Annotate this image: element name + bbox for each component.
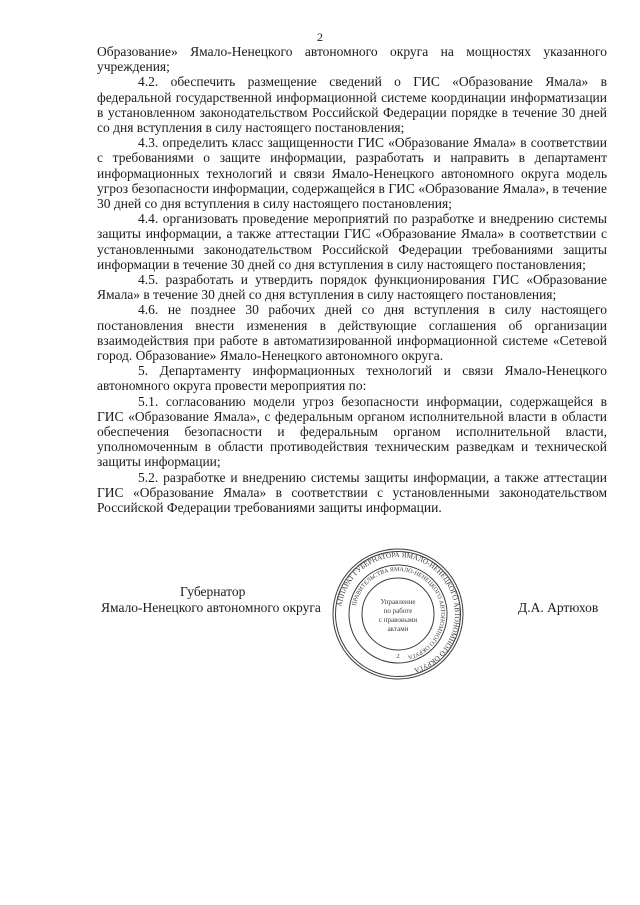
signatory-organization: Ямало-Ненецкого автономного округа <box>101 600 321 615</box>
signature-block <box>0 550 640 688</box>
page-number: 2 <box>317 30 323 44</box>
paragraph-4-4: 4.4. организовать проведение мероприятий по разработке и внедрению системы защиты информации, а также аттестации ГИС «Образование Ямала» в соответствии с установленными законодательством Российской Федерации требованиями защиты информации в течение 30 дней со дня вступления в силу настоящего постановления; <box>97 211 607 272</box>
paragraph-4-6: 4.6. не позднее 30 рабочих дней со дня вступления в силу настоящего постановления внести изменения в действующие соглашения об организации взаимодействия при работе в автоматизированной информационной системе «Сетевой город. Образование» Ямало-Ненецкого автономного округа. <box>97 302 607 364</box>
paragraph-continuation: Образование» Ямало-Ненецкого автономного округа на мощностях указанного учреждения; <box>97 44 607 75</box>
stamp-center-line-2: по работе <box>383 607 413 615</box>
document-body <box>97 44 607 515</box>
stamp-number: 2 <box>396 653 400 660</box>
signatory-title: Губернатор <box>180 584 246 599</box>
signatory-name: Д.А. Артюхов <box>518 600 599 615</box>
paragraph-5: 5. Департаменту информационных технологий и связи Ямало-Ненецкого автономного округа провести мероприятия по: <box>97 363 607 394</box>
paragraph-4-5: 4.5. разработать и утвердить порядок функционирования ГИС «Образование Ямала» в течение 30 дней со дня вступления в силу настоящего постановления; <box>97 272 607 303</box>
stamp-center-line-4: актами <box>387 625 409 633</box>
stamp-center-line-3: с правовыми <box>378 616 418 624</box>
paragraph-5-1: 5.1. согласованию модели угроз безопасности информации, содержащейся в ГИС «Образование Ямала», с федеральным органом исполнительной власти в области обеспечения безопасности и федеральным органом исполнительной власти, уполномоченным в области противодействия техническим разведкам и технической защиты информации; <box>97 393 607 470</box>
paragraph-4-3: 4.3. определить класс защищенности ГИС «Образование Ямала» в соответствии с требованиями о защите информации, разработать и направить в департамент информационных технологий и связи Ямало-Ненецкого автономного округа модель угроз безопасности информации, содержащейся в ГИС «Образование Ямала», в течение 30 дней со дня вступления в силу настоящего постановления; <box>97 135 607 212</box>
official-stamp <box>330 546 466 682</box>
paragraph-4-2: 4.2. обеспечить размещение сведений о ГИС «Образование Ямала» в федеральной государственной информационной системе координации информатизации в установленном законодательством Российской Федерации порядке в течение 30 дней со дня вступления в силу настоящего постановления; <box>97 74 607 136</box>
stamp-outer-text: АППАРАТ ГУБЕРНАТОРА ЯМАЛО-НЕНЕЦКОГО АВТОНОМНОГО ОКРУГА <box>335 550 462 675</box>
stamp-center-line-1: Управление <box>380 598 416 606</box>
paragraph-5-2: 5.2. разработке и внедрению системы защиты информации, а также аттестации ГИС «Образование Ямала» в соответствии с установленными законодательством Российской Федерации требованиями защиты информации. <box>97 469 607 516</box>
stamp-inner-ring-text: ПРАВИТЕЛЬСТВА ЯМАЛО-НЕНЕЦКОГО АВТОНОМНОГО ОКРУГА <box>351 566 446 660</box>
